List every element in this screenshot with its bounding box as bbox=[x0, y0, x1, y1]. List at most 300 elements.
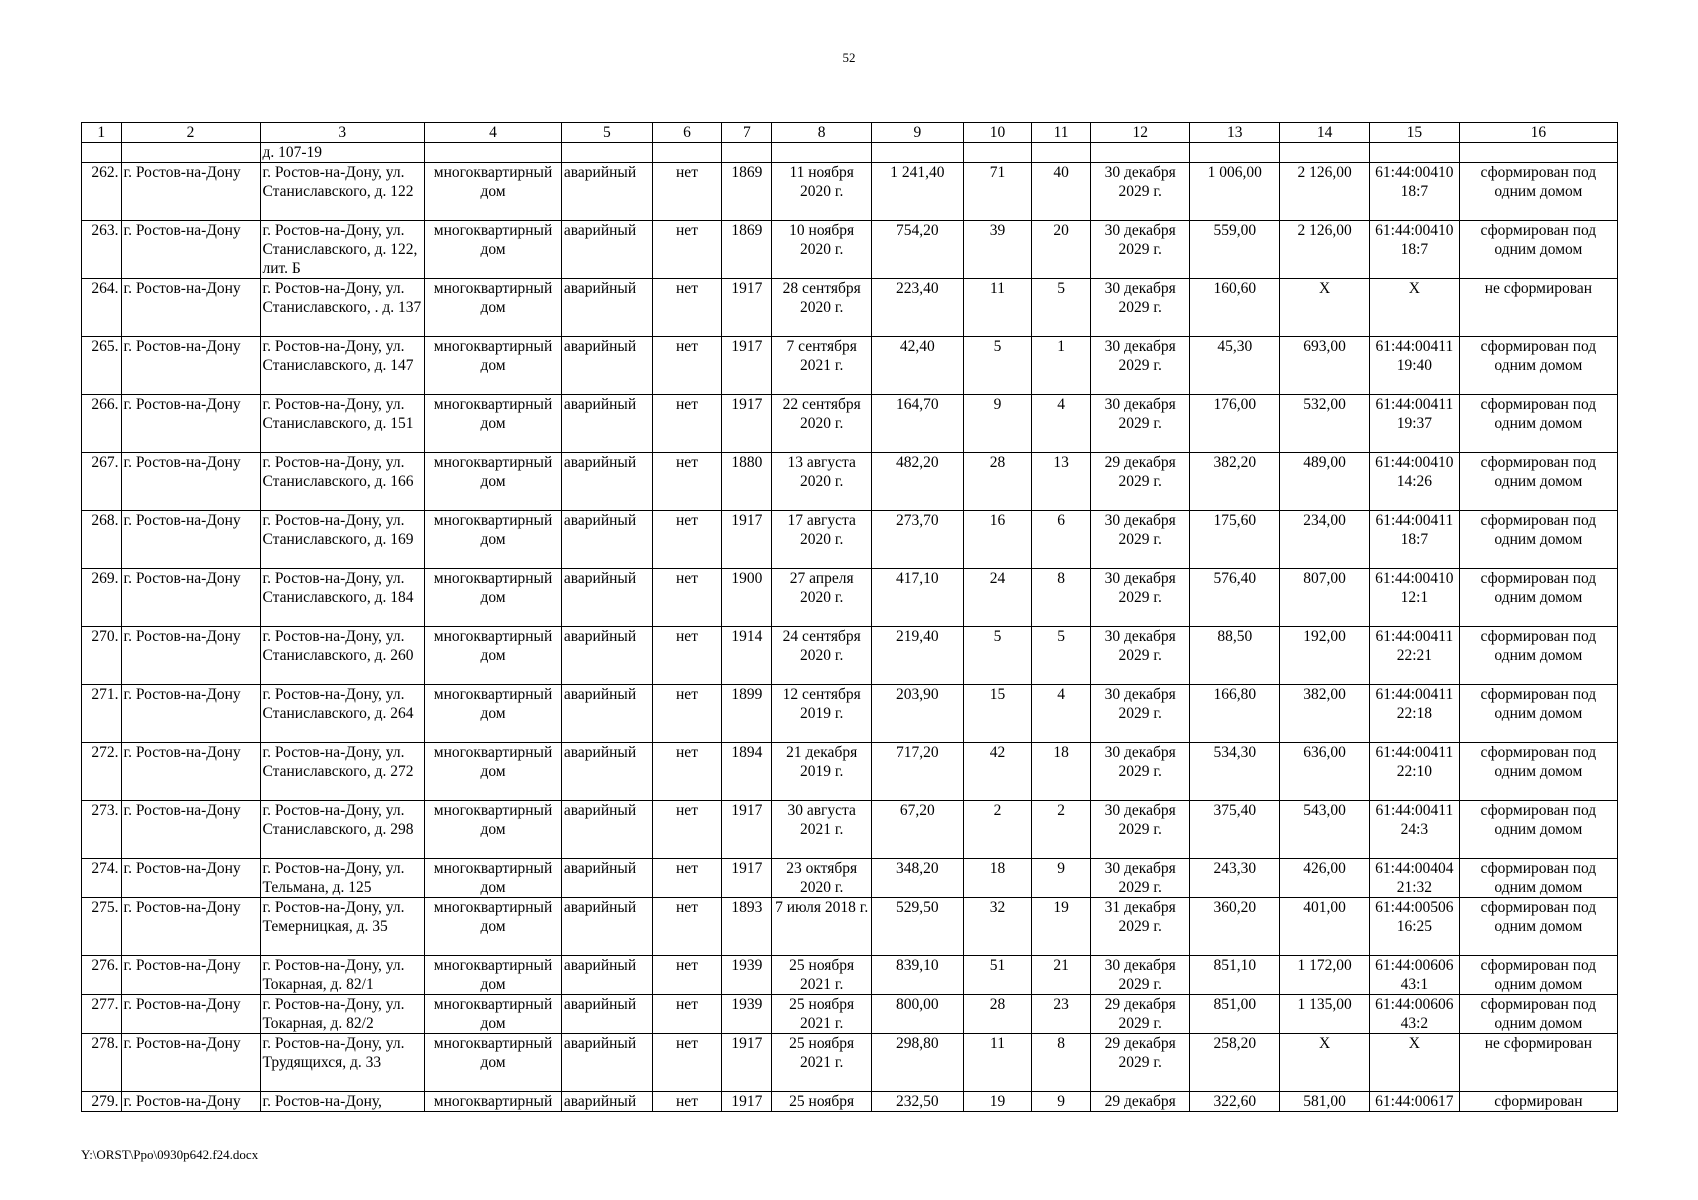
value13-cell: 534,30 bbox=[1190, 743, 1280, 801]
deadline-cell: 30 декабря 2029 г. bbox=[1090, 627, 1189, 685]
value13-cell: 360,20 bbox=[1190, 898, 1280, 956]
cadastral-number-cell: 61:44:00411 22:10 bbox=[1369, 743, 1459, 801]
table-cell bbox=[1190, 143, 1280, 163]
row-number-cell: 266. bbox=[82, 395, 122, 453]
table-row bbox=[82, 898, 1618, 956]
row-number-cell: 273. bbox=[82, 801, 122, 859]
year-cell: 1917 bbox=[722, 801, 772, 859]
year-cell: 1917 bbox=[722, 859, 772, 898]
header-cell: 7 bbox=[722, 123, 772, 143]
value14-cell: 426,00 bbox=[1280, 859, 1370, 898]
flag-cell: нет bbox=[652, 569, 721, 627]
header-cell: 2 bbox=[121, 123, 260, 143]
flag-cell: нет bbox=[652, 395, 721, 453]
year-cell: 1917 bbox=[722, 511, 772, 569]
deadline-cell: 29 декабря 2029 г. bbox=[1090, 453, 1189, 511]
land-plot-status-cell: сформирован под одним домом bbox=[1459, 995, 1617, 1034]
table-cell bbox=[1280, 143, 1370, 163]
area-cell: 1 241,40 bbox=[871, 163, 963, 221]
units-cell: 4 bbox=[1032, 685, 1091, 743]
row-number-cell: 267. bbox=[82, 453, 122, 511]
flag-cell: нет bbox=[652, 685, 721, 743]
condition-cell: аварийный bbox=[561, 898, 652, 956]
table-row bbox=[82, 1092, 1618, 1112]
building-type-cell: многоквартирный дом bbox=[425, 569, 562, 627]
residents-cell: 32 bbox=[963, 898, 1031, 956]
value13-cell: 1 006,00 bbox=[1190, 163, 1280, 221]
building-type-cell: многоквартирный дом bbox=[425, 221, 562, 279]
area-cell: 717,20 bbox=[871, 743, 963, 801]
table-cell bbox=[1090, 143, 1189, 163]
flag-cell: нет bbox=[652, 221, 721, 279]
value13-cell: 851,00 bbox=[1190, 995, 1280, 1034]
address-cell: г. Ростов-на-Дону, bbox=[260, 1092, 425, 1112]
residents-cell: 5 bbox=[963, 627, 1031, 685]
cadastral-number-cell: 61:44:00411 19:40 bbox=[1369, 337, 1459, 395]
year-cell: 1869 bbox=[722, 221, 772, 279]
value14-cell: Х bbox=[1280, 1034, 1370, 1092]
table-row bbox=[82, 221, 1618, 279]
flag-cell: нет bbox=[652, 743, 721, 801]
residents-cell: 42 bbox=[963, 743, 1031, 801]
row-number-cell: 265. bbox=[82, 337, 122, 395]
table-cell bbox=[1032, 143, 1091, 163]
year-cell: 1939 bbox=[722, 995, 772, 1034]
residents-cell: 28 bbox=[963, 995, 1031, 1034]
address-cell: г. Ростов-на-Дону, ул. Станиславского, д. 184 bbox=[260, 569, 425, 627]
table-cell bbox=[121, 143, 260, 163]
row-number-cell: 268. bbox=[82, 511, 122, 569]
table-row bbox=[82, 163, 1618, 221]
table-cell bbox=[1459, 143, 1617, 163]
building-type-cell: многоквартирный дом bbox=[425, 453, 562, 511]
cadastral-number-cell: 61:44:00606 43:2 bbox=[1369, 995, 1459, 1034]
units-cell: 4 bbox=[1032, 395, 1091, 453]
condition-cell: аварийный bbox=[561, 163, 652, 221]
units-cell: 5 bbox=[1032, 279, 1091, 337]
condition-cell: аварийный bbox=[561, 221, 652, 279]
recognition-date-cell: 25 ноября 2021 г. bbox=[772, 956, 871, 995]
units-cell: 23 bbox=[1032, 995, 1091, 1034]
table-row bbox=[82, 801, 1618, 859]
flag-cell: нет bbox=[652, 956, 721, 995]
land-plot-status-cell: сформирован под одним домом bbox=[1459, 859, 1617, 898]
deadline-cell: 30 декабря 2029 г. bbox=[1090, 163, 1189, 221]
value14-cell: 401,00 bbox=[1280, 898, 1370, 956]
condition-cell: аварийный bbox=[561, 279, 652, 337]
header-cell: 1 bbox=[82, 123, 122, 143]
address-cell: г. Ростов-на-Дону, ул. Тельмана, д. 125 bbox=[260, 859, 425, 898]
land-plot-status-cell: сформирован под одним домом bbox=[1459, 627, 1617, 685]
building-type-cell: многоквартирный дом bbox=[425, 859, 562, 898]
area-cell: 273,70 bbox=[871, 511, 963, 569]
continuation-row bbox=[82, 143, 1618, 163]
land-plot-status-cell: сформирован под одним домом bbox=[1459, 743, 1617, 801]
address-cell: г. Ростов-на-Дону, ул. Станиславского, д. 166 bbox=[260, 453, 425, 511]
address-cell: г. Ростов-на-Дону, ул. Токарная, д. 82/1 bbox=[260, 956, 425, 995]
address-cell: г. Ростов-на-Дону, ул. Станиславского, . д. 137 bbox=[260, 279, 425, 337]
table-cell bbox=[772, 143, 871, 163]
units-cell: 1 bbox=[1032, 337, 1091, 395]
flag-cell: нет bbox=[652, 801, 721, 859]
building-type-cell: многоквартирный дом bbox=[425, 743, 562, 801]
row-number-cell: 263. bbox=[82, 221, 122, 279]
land-plot-status-cell: сформирован под одним домом bbox=[1459, 453, 1617, 511]
city-cell: г. Ростов-на-Дону bbox=[121, 1034, 260, 1092]
building-type-cell: многоквартирный дом bbox=[425, 395, 562, 453]
building-type-cell: многоквартирный дом bbox=[425, 163, 562, 221]
value14-cell: 636,00 bbox=[1280, 743, 1370, 801]
units-cell: 19 bbox=[1032, 898, 1091, 956]
condition-cell: аварийный bbox=[561, 569, 652, 627]
address-cell: д. 107-19 bbox=[260, 143, 425, 163]
city-cell: г. Ростов-на-Дону bbox=[121, 685, 260, 743]
units-cell: 5 bbox=[1032, 627, 1091, 685]
address-cell: г. Ростов-на-Дону, ул. Станиславского, д. 298 bbox=[260, 801, 425, 859]
building-type-cell: многоквартирный дом bbox=[425, 995, 562, 1034]
condition-cell: аварийный bbox=[561, 1034, 652, 1092]
year-cell: 1900 bbox=[722, 569, 772, 627]
cadastral-number-cell: 61:44:00411 19:37 bbox=[1369, 395, 1459, 453]
residents-cell: 11 bbox=[963, 1034, 1031, 1092]
recognition-date-cell: 25 ноября bbox=[772, 1092, 871, 1112]
year-cell: 1917 bbox=[722, 337, 772, 395]
year-cell: 1899 bbox=[722, 685, 772, 743]
recognition-date-cell: 25 ноября 2021 г. bbox=[772, 995, 871, 1034]
row-number-cell: 276. bbox=[82, 956, 122, 995]
building-type-cell: многоквартирный дом bbox=[425, 898, 562, 956]
land-plot-status-cell: сформирован под одним домом bbox=[1459, 511, 1617, 569]
address-cell: г. Ростов-на-Дону, ул. Станиславского, д. 147 bbox=[260, 337, 425, 395]
header-cell: 9 bbox=[871, 123, 963, 143]
row-number-cell: 264. bbox=[82, 279, 122, 337]
condition-cell: аварийный bbox=[561, 337, 652, 395]
building-type-cell: многоквартирный дом bbox=[425, 627, 562, 685]
header-cell: 8 bbox=[772, 123, 871, 143]
document-file-path: Y:\ORST\Ppo\0930p642.f24.docx bbox=[81, 1147, 259, 1162]
units-cell: 21 bbox=[1032, 956, 1091, 995]
deadline-cell: 30 декабря 2029 г. bbox=[1090, 395, 1189, 453]
column-number-header bbox=[82, 123, 1618, 143]
city-cell: г. Ростов-на-Дону bbox=[121, 453, 260, 511]
cadastral-number-cell: 61:44:00411 24:3 bbox=[1369, 801, 1459, 859]
land-plot-status-cell: сформирован под одним домом bbox=[1459, 569, 1617, 627]
condition-cell: аварийный bbox=[561, 511, 652, 569]
city-cell: г. Ростов-на-Дону bbox=[121, 995, 260, 1034]
area-cell: 529,50 bbox=[871, 898, 963, 956]
residents-cell: 39 bbox=[963, 221, 1031, 279]
units-cell: 9 bbox=[1032, 859, 1091, 898]
recognition-date-cell: 13 августа 2020 г. bbox=[772, 453, 871, 511]
row-number-cell: 272. bbox=[82, 743, 122, 801]
deadline-cell: 30 декабря 2029 г. bbox=[1090, 859, 1189, 898]
table-cell bbox=[425, 143, 562, 163]
residents-cell: 71 bbox=[963, 163, 1031, 221]
value13-cell: 258,20 bbox=[1190, 1034, 1280, 1092]
value13-cell: 243,30 bbox=[1190, 859, 1280, 898]
city-cell: г. Ростов-на-Дону bbox=[121, 898, 260, 956]
flag-cell: нет bbox=[652, 279, 721, 337]
area-cell: 800,00 bbox=[871, 995, 963, 1034]
residents-cell: 18 bbox=[963, 859, 1031, 898]
cadastral-number-cell: 61:44:00410 14:26 bbox=[1369, 453, 1459, 511]
value14-cell: 693,00 bbox=[1280, 337, 1370, 395]
city-cell: г. Ростов-на-Дону bbox=[121, 569, 260, 627]
condition-cell: аварийный bbox=[561, 859, 652, 898]
units-cell: 20 bbox=[1032, 221, 1091, 279]
data-table-container bbox=[81, 122, 1618, 1112]
value13-cell: 322,60 bbox=[1190, 1092, 1280, 1112]
city-cell: г. Ростов-на-Дону bbox=[121, 221, 260, 279]
cadastral-number-cell: 61:44:00506 16:25 bbox=[1369, 898, 1459, 956]
residents-cell: 9 bbox=[963, 395, 1031, 453]
deadline-cell: 30 декабря 2029 г. bbox=[1090, 279, 1189, 337]
value14-cell: 382,00 bbox=[1280, 685, 1370, 743]
recognition-date-cell: 21 декабря 2019 г. bbox=[772, 743, 871, 801]
deadline-cell: 30 декабря 2029 г. bbox=[1090, 569, 1189, 627]
deadline-cell: 30 декабря 2029 г. bbox=[1090, 221, 1189, 279]
value13-cell: 160,60 bbox=[1190, 279, 1280, 337]
year-cell: 1893 bbox=[722, 898, 772, 956]
land-plot-status-cell: не сформирован bbox=[1459, 1034, 1617, 1092]
table-cell bbox=[722, 143, 772, 163]
land-plot-status-cell: сформирован под одним домом bbox=[1459, 801, 1617, 859]
page-number: 52 bbox=[842, 50, 856, 65]
address-cell: г. Ростов-на-Дону, ул. Трудящихся, д. 33 bbox=[260, 1034, 425, 1092]
value14-cell: 1 172,00 bbox=[1280, 956, 1370, 995]
area-cell: 298,80 bbox=[871, 1034, 963, 1092]
cadastral-number-cell: 61:44:00404 21:32 bbox=[1369, 859, 1459, 898]
value14-cell: 489,00 bbox=[1280, 453, 1370, 511]
table-row bbox=[82, 685, 1618, 743]
deadline-cell: 30 декабря 2029 г. bbox=[1090, 743, 1189, 801]
header-cell: 11 bbox=[1032, 123, 1091, 143]
flag-cell: нет bbox=[652, 1034, 721, 1092]
flag-cell: нет bbox=[652, 1092, 721, 1112]
value13-cell: 375,40 bbox=[1190, 801, 1280, 859]
deadline-cell: 30 декабря 2029 г. bbox=[1090, 956, 1189, 995]
flag-cell: нет bbox=[652, 995, 721, 1034]
land-plot-status-cell: сформирован под одним домом bbox=[1459, 956, 1617, 995]
land-plot-status-cell: сформирован bbox=[1459, 1092, 1617, 1112]
value13-cell: 45,30 bbox=[1190, 337, 1280, 395]
deadline-cell: 29 декабря 2029 г. bbox=[1090, 995, 1189, 1034]
value14-cell: 2 126,00 bbox=[1280, 163, 1370, 221]
flag-cell: нет bbox=[652, 337, 721, 395]
residents-cell: 16 bbox=[963, 511, 1031, 569]
deadline-cell: 29 декабря 2029 г. bbox=[1090, 1034, 1189, 1092]
building-type-cell: многоквартирный дом bbox=[425, 956, 562, 995]
building-type-cell: многоквартирный дом bbox=[425, 801, 562, 859]
building-type-cell: многоквартирный дом bbox=[425, 337, 562, 395]
area-cell: 417,10 bbox=[871, 569, 963, 627]
residents-cell: 24 bbox=[963, 569, 1031, 627]
value13-cell: 576,40 bbox=[1190, 569, 1280, 627]
units-cell: 8 bbox=[1032, 569, 1091, 627]
year-cell: 1939 bbox=[722, 956, 772, 995]
cadastral-number-cell: 61:44:00617 bbox=[1369, 1092, 1459, 1112]
value14-cell: 1 135,00 bbox=[1280, 995, 1370, 1034]
cadastral-number-cell: Х bbox=[1369, 1034, 1459, 1092]
cadastral-number-cell: 61:44:00411 22:21 bbox=[1369, 627, 1459, 685]
area-cell: 203,90 bbox=[871, 685, 963, 743]
deadline-cell: 30 декабря 2029 г. bbox=[1090, 337, 1189, 395]
residents-cell: 51 bbox=[963, 956, 1031, 995]
table-row bbox=[82, 627, 1618, 685]
condition-cell: аварийный bbox=[561, 685, 652, 743]
row-number-cell: 270. bbox=[82, 627, 122, 685]
value14-cell: Х bbox=[1280, 279, 1370, 337]
building-type-cell: многоквартирный дом bbox=[425, 511, 562, 569]
recognition-date-cell: 7 июля 2018 г. bbox=[772, 898, 871, 956]
residents-cell: 15 bbox=[963, 685, 1031, 743]
area-cell: 223,40 bbox=[871, 279, 963, 337]
flag-cell: нет bbox=[652, 453, 721, 511]
flag-cell: нет bbox=[652, 627, 721, 685]
building-type-cell: многоквартирный дом bbox=[425, 685, 562, 743]
deadline-cell: 31 декабря 2029 г. bbox=[1090, 898, 1189, 956]
deadline-cell: 30 декабря 2029 г. bbox=[1090, 685, 1189, 743]
cadastral-number-cell: 61:44:00411 18:7 bbox=[1369, 511, 1459, 569]
condition-cell: аварийный bbox=[561, 453, 652, 511]
recognition-date-cell: 27 апреля 2020 г. bbox=[772, 569, 871, 627]
table-row bbox=[82, 995, 1618, 1034]
housing-registry-table bbox=[81, 122, 1618, 1112]
year-cell: 1917 bbox=[722, 395, 772, 453]
table-row bbox=[82, 569, 1618, 627]
table-cell bbox=[1369, 143, 1459, 163]
value14-cell: 192,00 bbox=[1280, 627, 1370, 685]
address-cell: г. Ростов-на-Дону, ул. Станиславского, д. 260 bbox=[260, 627, 425, 685]
recognition-date-cell: 17 августа 2020 г. bbox=[772, 511, 871, 569]
value13-cell: 176,00 bbox=[1190, 395, 1280, 453]
table-cell bbox=[82, 143, 122, 163]
area-cell: 754,20 bbox=[871, 221, 963, 279]
area-cell: 232,50 bbox=[871, 1092, 963, 1112]
building-type-cell: многоквартирный дом bbox=[425, 1034, 562, 1092]
units-cell: 6 bbox=[1032, 511, 1091, 569]
land-plot-status-cell: сформирован под одним домом bbox=[1459, 163, 1617, 221]
recognition-date-cell: 24 сентября 2020 г. bbox=[772, 627, 871, 685]
row-number-cell: 277. bbox=[82, 995, 122, 1034]
value14-cell: 234,00 bbox=[1280, 511, 1370, 569]
condition-cell: аварийный bbox=[561, 627, 652, 685]
flag-cell: нет bbox=[652, 163, 721, 221]
condition-cell: аварийный bbox=[561, 743, 652, 801]
building-type-cell: многоквартирный bbox=[425, 1092, 562, 1112]
area-cell: 164,70 bbox=[871, 395, 963, 453]
header-cell: 6 bbox=[652, 123, 721, 143]
area-cell: 67,20 bbox=[871, 801, 963, 859]
condition-cell: аварийный bbox=[561, 995, 652, 1034]
units-cell: 2 bbox=[1032, 801, 1091, 859]
value14-cell: 807,00 bbox=[1280, 569, 1370, 627]
residents-cell: 5 bbox=[963, 337, 1031, 395]
year-cell: 1880 bbox=[722, 453, 772, 511]
row-number-cell: 278. bbox=[82, 1034, 122, 1092]
row-number-cell: 269. bbox=[82, 569, 122, 627]
row-number-cell: 274. bbox=[82, 859, 122, 898]
city-cell: г. Ростов-на-Дону bbox=[121, 511, 260, 569]
area-cell: 348,20 bbox=[871, 859, 963, 898]
table-row bbox=[82, 1034, 1618, 1092]
units-cell: 40 bbox=[1032, 163, 1091, 221]
address-cell: г. Ростов-на-Дону, ул. Токарная, д. 82/2 bbox=[260, 995, 425, 1034]
value14-cell: 581,00 bbox=[1280, 1092, 1370, 1112]
header-cell: 14 bbox=[1280, 123, 1370, 143]
table-cell bbox=[871, 143, 963, 163]
row-number-cell: 275. bbox=[82, 898, 122, 956]
cadastral-number-cell: 61:44:00606 43:1 bbox=[1369, 956, 1459, 995]
table-row bbox=[82, 337, 1618, 395]
units-cell: 8 bbox=[1032, 1034, 1091, 1092]
row-number-cell: 279. bbox=[82, 1092, 122, 1112]
value14-cell: 543,00 bbox=[1280, 801, 1370, 859]
deadline-cell: 30 декабря 2029 г. bbox=[1090, 511, 1189, 569]
value14-cell: 532,00 bbox=[1280, 395, 1370, 453]
address-cell: г. Ростов-на-Дону, ул. Станиславского, д. 264 bbox=[260, 685, 425, 743]
value13-cell: 851,10 bbox=[1190, 956, 1280, 995]
cadastral-number-cell: 61:44:00410 18:7 bbox=[1369, 163, 1459, 221]
year-cell: 1914 bbox=[722, 627, 772, 685]
area-cell: 482,20 bbox=[871, 453, 963, 511]
land-plot-status-cell: сформирован под одним домом bbox=[1459, 395, 1617, 453]
flag-cell: нет bbox=[652, 511, 721, 569]
units-cell: 9 bbox=[1032, 1092, 1091, 1112]
residents-cell: 19 bbox=[963, 1092, 1031, 1112]
recognition-date-cell: 30 августа 2021 г. bbox=[772, 801, 871, 859]
city-cell: г. Ростов-на-Дону bbox=[121, 956, 260, 995]
year-cell: 1917 bbox=[722, 279, 772, 337]
year-cell: 1917 bbox=[722, 1034, 772, 1092]
table-row bbox=[82, 453, 1618, 511]
address-cell: г. Ростов-на-Дону, ул. Станиславского, д. 151 bbox=[260, 395, 425, 453]
area-cell: 839,10 bbox=[871, 956, 963, 995]
table-cell bbox=[561, 143, 652, 163]
value13-cell: 382,20 bbox=[1190, 453, 1280, 511]
land-plot-status-cell: сформирован под одним домом bbox=[1459, 685, 1617, 743]
header-cell: 13 bbox=[1190, 123, 1280, 143]
condition-cell: аварийный bbox=[561, 1092, 652, 1112]
recognition-date-cell: 28 сентября 2020 г. bbox=[772, 279, 871, 337]
units-cell: 13 bbox=[1032, 453, 1091, 511]
table-cell bbox=[963, 143, 1031, 163]
residents-cell: 11 bbox=[963, 279, 1031, 337]
city-cell: г. Ростов-на-Дону bbox=[121, 337, 260, 395]
value13-cell: 88,50 bbox=[1190, 627, 1280, 685]
land-plot-status-cell: сформирован под одним домом bbox=[1459, 221, 1617, 279]
recognition-date-cell: 12 сентября 2019 г. bbox=[772, 685, 871, 743]
area-cell: 219,40 bbox=[871, 627, 963, 685]
building-type-cell: многоквартирный дом bbox=[425, 279, 562, 337]
table-row bbox=[82, 279, 1618, 337]
recognition-date-cell: 25 ноября 2021 г. bbox=[772, 1034, 871, 1092]
table-row bbox=[82, 511, 1618, 569]
value13-cell: 166,80 bbox=[1190, 685, 1280, 743]
header-cell: 16 bbox=[1459, 123, 1617, 143]
deadline-cell: 30 декабря 2029 г. bbox=[1090, 801, 1189, 859]
recognition-date-cell: 7 сентября 2021 г. bbox=[772, 337, 871, 395]
city-cell: г. Ростов-на-Дону bbox=[121, 627, 260, 685]
table-row bbox=[82, 956, 1618, 995]
header-cell: 5 bbox=[561, 123, 652, 143]
value13-cell: 175,60 bbox=[1190, 511, 1280, 569]
header-cell: 15 bbox=[1369, 123, 1459, 143]
value13-cell: 559,00 bbox=[1190, 221, 1280, 279]
recognition-date-cell: 22 сентября 2020 г. bbox=[772, 395, 871, 453]
flag-cell: нет bbox=[652, 859, 721, 898]
address-cell: г. Ростов-на-Дону, ул. Станиславского, д. 122, лит. Б bbox=[260, 221, 425, 279]
